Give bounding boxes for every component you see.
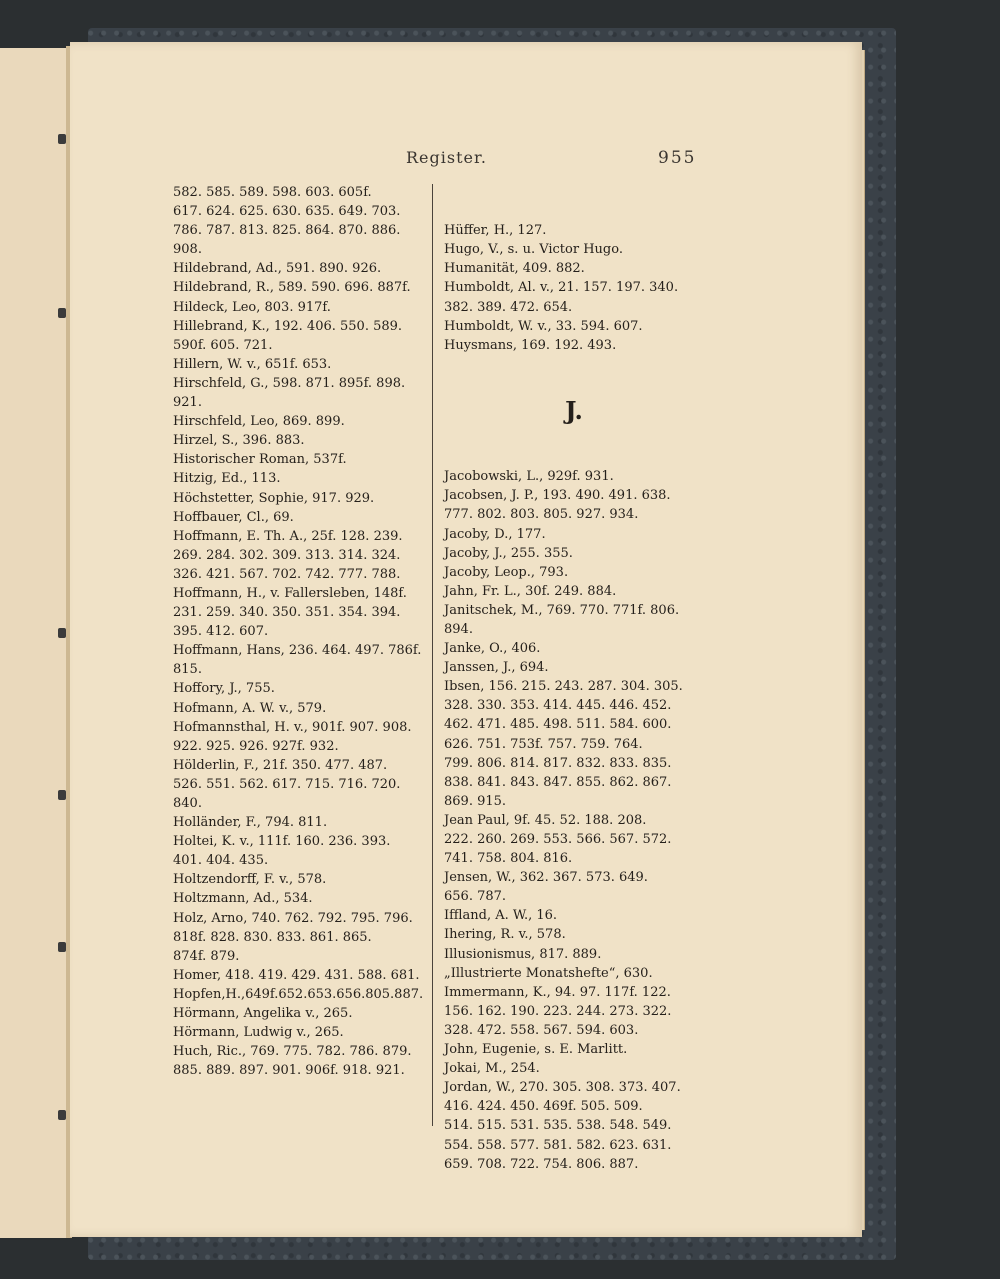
index-entry-line: 382. 389. 472. 654. [444, 299, 573, 315]
index-entry-line: Hitzig, Ed., 113. [173, 471, 281, 487]
index-column-left [173, 183, 428, 1080]
page-number: 955 [658, 148, 697, 168]
index-entry-line: Hugo, V., s. u. Victor Hugo. [444, 242, 623, 258]
index-entry-line: 838. 841. 843. 847. 855. 862. 867. [444, 774, 672, 790]
index-entry-line: Hofmann, A. W. v., 579. [173, 700, 327, 716]
index-entry-line: 815. [173, 662, 202, 678]
index-entry-line: Hofmannsthal, H. v., 901f. 907. 908. [173, 719, 412, 735]
index-column-right [444, 183, 704, 1212]
index-entry-line: Jacoby, D., 177. [444, 526, 546, 542]
index-entry-line: Jordan, W., 270. 305. 308. 373. 407. [444, 1080, 681, 1096]
index-entry-line: Iffland, A. W., 16. [444, 908, 558, 924]
index-entry-line: 777. 802. 803. 805. 927. 934. [444, 507, 639, 523]
index-entry-line: Hoffmann, H., v. Fallersleben, 148f. [173, 585, 407, 601]
index-entry-line: Hildebrand, R., 589. 590. 696. 887f. [173, 280, 411, 296]
index-entry-line: 874f. 879. [173, 948, 240, 964]
index-entry-line: Hillebrand, K., 192. 406. 550. 589. [173, 318, 403, 334]
index-entry-line: Hoffmann, E. Th. A., 25f. 128. 239. [173, 528, 403, 544]
index-entry-line: Holländer, F., 794. 811. [173, 815, 328, 831]
index-entry-line: Holtzendorff, F. v., 578. [173, 872, 327, 888]
index-entry-line: 799. 806. 814. 817. 832. 833. 835. [444, 755, 672, 771]
binding-hole [58, 308, 66, 318]
index-entry-line: Huysmans, 169. 192. 493. [444, 337, 617, 353]
index-entry-line: Humanität, 409. 882. [444, 261, 585, 277]
index-entry-line: 156. 162. 190. 223. 244. 273. 322. [444, 1003, 672, 1019]
index-entry-line: 526. 551. 562. 617. 715. 716. 720. [173, 776, 401, 792]
index-entry-line: 617. 624. 625. 630. 635. 649. 703. [173, 204, 401, 220]
index-entry-line: Jacobowski, L., 929f. 931. [444, 469, 614, 485]
index-entry-line: Ihering, R. v., 578. [444, 927, 566, 943]
index-entry-line: Janke, O., 406. [444, 641, 541, 657]
binding-hole [58, 134, 66, 144]
index-entry-line: Humboldt, Al. v., 21. 157. 197. 340. [444, 280, 679, 296]
index-entry-line: Hirschfeld, Leo, 869. 899. [173, 414, 345, 430]
index-entry-line: 659. 708. 722. 754. 806. 887. [444, 1156, 639, 1172]
index-entry-line: 326. 421. 567. 702. 742. 777. 788. [173, 566, 401, 582]
index-entry-line: Holtzmann, Ad., 534. [173, 891, 313, 907]
index-entry-line: 328. 472. 558. 567. 594. 603. [444, 1022, 639, 1038]
index-entry-line: Ibsen, 156. 215. 243. 287. 304. 305. [444, 679, 683, 695]
binding-hole [58, 790, 66, 800]
index-entry-line: Hoffmann, Hans, 236. 464. 497. 786f. [173, 643, 422, 659]
index-entry-line: Holz, Arno, 740. 762. 792. 795. 796. [173, 910, 413, 926]
index-entry-line: 818f. 828. 830. 833. 861. 865. [173, 929, 372, 945]
index-entry-line: Hirschfeld, G., 598. 871. 895f. 898. [173, 375, 406, 391]
index-entry-line: Hildebrand, Ad., 591. 890. 926. [173, 261, 382, 277]
index-entry-line: Holtei, K. v., 111f. 160. 236. 393. [173, 834, 391, 850]
index-entry-line: 231. 259. 340. 350. 351. 354. 394. [173, 605, 401, 621]
index-entry-line: Hoffory, J., 755. [173, 681, 275, 697]
index-entry-line: 786. 787. 813. 825. 864. 870. 886. [173, 223, 401, 239]
index-entry-line: Hölderlin, F., 21f. 350. 477. 487. [173, 757, 388, 773]
index-entry-line: 582. 585. 589. 598. 603. 605f. [173, 185, 372, 200]
index-entry-line: 514. 515. 531. 535. 538. 548. 549. [444, 1118, 672, 1134]
left-page [0, 48, 68, 1238]
index-entry-line: Jahn, Fr. L., 30f. 249. 884. [444, 583, 617, 599]
binding-hole [58, 942, 66, 952]
running-title: Register. [406, 148, 487, 167]
letter-heading: J. [565, 396, 583, 426]
index-entry-line: 269. 284. 302. 309. 313. 314. 324. [173, 547, 401, 563]
index-entry-line: Hörmann, Angelika v., 265. [173, 1006, 353, 1022]
index-entry-line: Huch, Ric., 769. 775. 782. 786. 879. [173, 1044, 412, 1060]
index-entry-line: 626. 751. 753f. 757. 759. 764. [444, 736, 643, 752]
index-entry-line: Janitschek, M., 769. 770. 771f. 806. [444, 602, 680, 618]
index-entry-line: Immermann, K., 94. 97. 117f. 122. [444, 984, 671, 1000]
index-entry-line: Hoffbauer, Cl., 69. [173, 509, 294, 525]
index-entry-line: 741. 758. 804. 816. [444, 851, 573, 867]
index-entry-line: Jensen, W., 362. 367. 573. 649. [444, 870, 648, 886]
index-entry-line: Hörmann, Ludwig v., 265. [173, 1025, 344, 1041]
index-entry-line: „Illustrierte Monatshefte“, 630. [444, 965, 653, 981]
index-entry-line: Höchstetter, Sophie, 917. 929. [173, 490, 375, 506]
index-entry-line: 908. [173, 242, 202, 258]
index-entry-line: Jean Paul, 9f. 45. 52. 188. 208. [444, 812, 647, 828]
index-entry-line: 462. 471. 485. 498. 511. 584. 600. [444, 717, 672, 733]
index-entry-line: John, Eugenie, s. E. Marlitt. [444, 1042, 628, 1058]
index-entry-line: 416. 424. 450. 469f. 505. 509. [444, 1099, 643, 1115]
index-entry-line: Homer, 418. 419. 429. 431. 588. 681. [173, 967, 420, 983]
index-entry-line: Jokai, M., 254. [444, 1061, 540, 1077]
index-entry-line: Hirzel, S., 396. 883. [173, 433, 305, 449]
index-entry-line: Illusionismus, 817. 889. [444, 946, 602, 962]
index-entry-line: 590f. 605. 721. [173, 337, 273, 353]
index-entry-line: 894. [444, 621, 473, 637]
index-entry-line: Jacoby, J., 255. 355. [444, 545, 573, 561]
index-entry-line: 921. [173, 395, 202, 411]
index-entry-line: 401. 404. 435. [173, 853, 269, 869]
binding-hole [58, 1110, 66, 1120]
index-entry-line: Hüffer, H., 127. [444, 223, 547, 239]
index-entry-line: Jacobsen, J. P., 193. 490. 491. 638. [444, 488, 671, 504]
index-entry-line: Hillern, W. v., 651f. 653. [173, 356, 332, 372]
index-entry-line: 869. 915. [444, 793, 507, 809]
index-entry-line: 554. 558. 577. 581. 582. 623. 631. [444, 1137, 672, 1153]
index-entry-line: Janssen, J., 694. [444, 660, 549, 676]
index-entry-line: 922. 925. 926. 927f. 932. [173, 738, 339, 754]
register-page [70, 42, 862, 1237]
index-entry-line: Jacoby, Leop., 793. [444, 564, 569, 580]
index-entry-line: Hopfen,H.,649f.652.653.656.805.887. [173, 986, 424, 1002]
index-entry-line: 885. 889. 897. 901. 906f. 918. 921. [173, 1063, 405, 1079]
index-entry-line: 222. 260. 269. 553. 566. 567. 572. [444, 832, 672, 847]
index-entry-line: Historischer Roman, 537f. [173, 452, 347, 468]
binding-hole [58, 628, 66, 638]
index-entry-line: 840. [173, 796, 202, 811]
index-entry-line: 395. 412. 607. [173, 624, 269, 640]
index-entry-line: Humboldt, W. v., 33. 594. 607. [444, 318, 643, 334]
index-entry-line: Hildeck, Leo, 803. 917f. [173, 299, 331, 315]
index-entry-line: 328. 330. 353. 414. 445. 446. 452. [444, 698, 672, 714]
index-entry-line: 656. 787. [444, 889, 507, 905]
column-divider [432, 184, 433, 1126]
